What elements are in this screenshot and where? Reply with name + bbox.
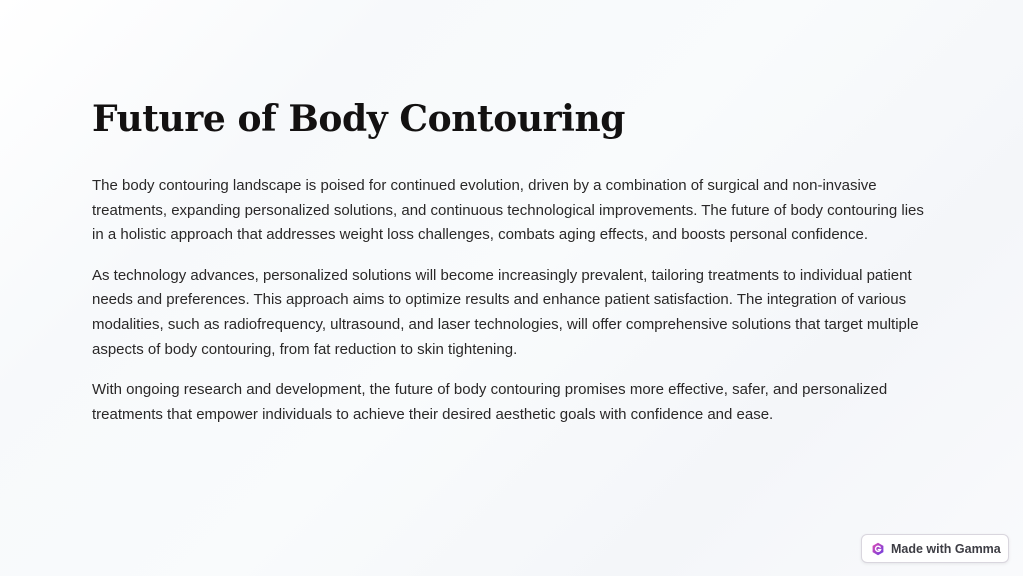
paragraph-2: As technology advances, personalized solutions will become increasingly prevalent, tailoring treatments to individual patient needs and preferences. This approach aims to optimize results and enhance patient satisfaction. The integration of various modalities, such as radiofrequency, ultrasound, and laser technologies, will offer comprehensive solutions that target multiple aspects of body contouring, from fat reduction to skin tightening. (92, 266, 919, 358)
body-text (92, 174, 928, 427)
badge-label: Made with Gamma (891, 541, 1001, 556)
gamma-logo-icon (871, 542, 885, 556)
slide-content (92, 96, 928, 443)
page-title: Future of Body Contouring (92, 98, 626, 140)
made-with-gamma-button[interactable] (861, 534, 1009, 563)
paragraph-1: The body contouring landscape is poised for continued evolution, driven by a combination of surgical and non-invasive treatments, expanding personalized solutions, and continuous technological improvements. The future of body contouring lies in a holistic approach that addresses weight loss challenges, combats aging effects, and boosts personal confidence. (92, 177, 924, 244)
paragraph-3: With ongoing research and development, the future of body contouring promises more effective, safer, and personalized treatments that empower individuals to achieve their desired aesthetic goals with confidence and ease. (92, 381, 888, 423)
